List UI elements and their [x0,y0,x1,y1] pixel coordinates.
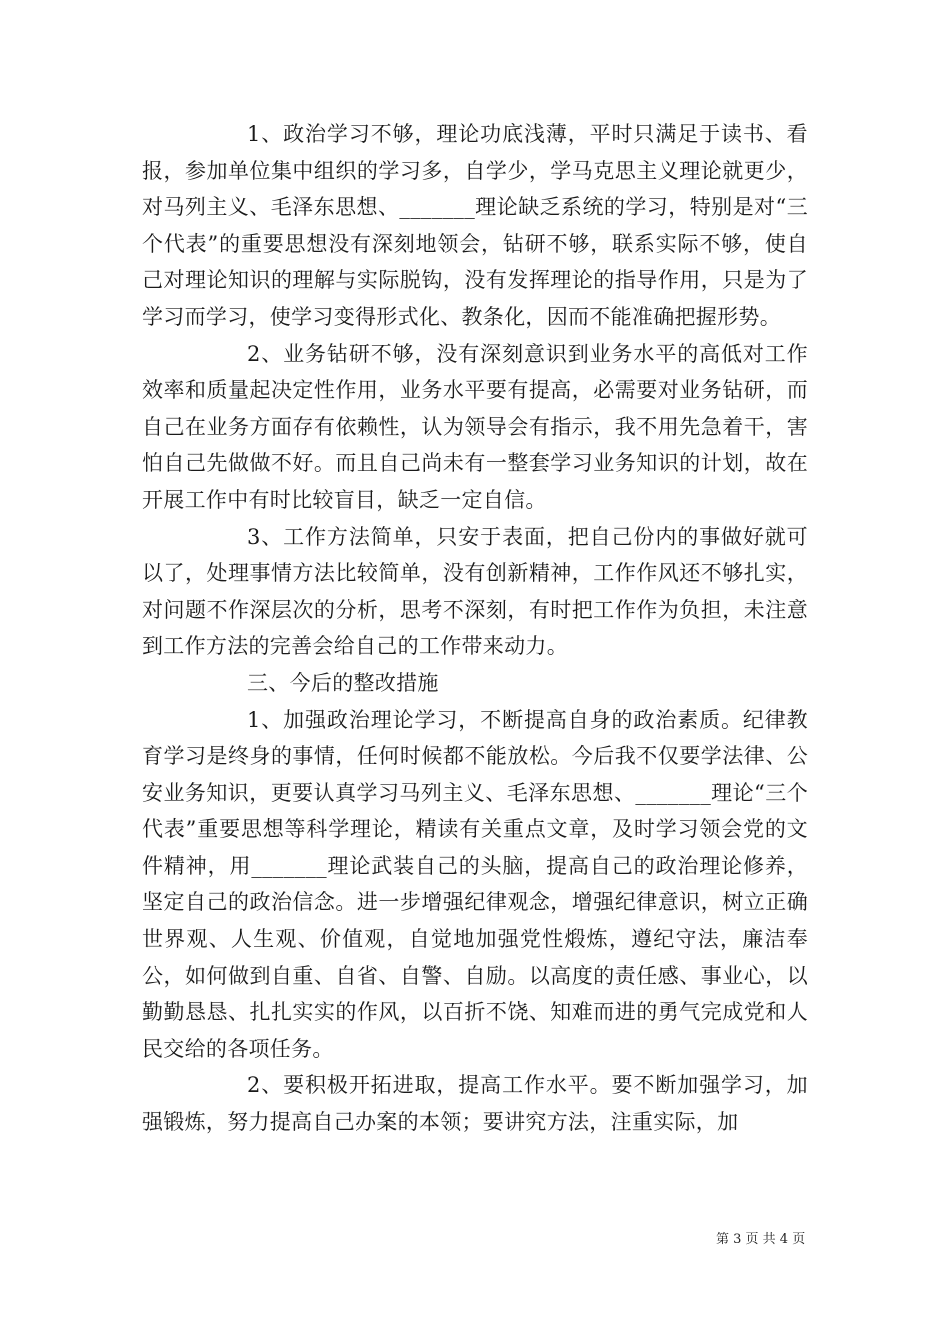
document-body [142,116,808,1141]
paragraph-business-study: 2、业务钻研不够，没有深刻意识到业务水平的高低对工作效率和质量起决定性作用，业务水平要有提高，必需要对业务钻研，而自己在业务方面存有依赖性，认为领导会有指示，我不用先急着干，害怕自己先做做不好。而且自己尚未有一整套学习业务知识的计划，故在开展工作中有时比较盲目，缺乏一定自信。 [142,341,808,512]
paragraph-strengthen-theory: 1、加强政治理论学习，不断提高自身的政治素质。纪律教育学习是终身的事情，任何时候都不能放松。今后我不仅要学法律、公安业务知识，更要认真学习马列主义、毛泽东思想、_______理论“三个代表”重要思想等科学理论，精读有关重点文章，及时学习领会党的文件精神，用_______理论武装自己的头脑，提高自己的政治理论修养，坚定自己的政治信念。进一步增强纪律观念，增强纪律意识，树立正确世界观、人生观、价值观，自觉地加强党性煅炼，遵纪守法，廉洁奉公，如何做到自重、自省、自警、自励。以高度的责任感、事业心，以勤勤恳恳、扎扎实实的作风，以百折不饶、知难而进的勇气完成党和人民交给的各项任务。 [142,707,808,1061]
paragraph-work-method: 3、工作方法简单，只安于表面，把自己份内的事做好就可以了，处理事情方法比较简单，没有创新精神，工作作风还不够扎实，对问题不作深层次的分析，思考不深刻，有时把工作作为负担，未注意到工作方法的完善会给自己的工作带来动力。 [142,524,808,659]
section-heading-rectification: 三、今后的整改措施 [247,670,439,695]
paragraph-pioneer-progress: 2、要积极开拓进取，提高工作水平。要不断加强学习，加强锻炼，努力提高自己办案的本领；要讲究方法，注重实际，加 [142,1073,808,1135]
page-number-footer: 第 3 页 共 4 页 [716,1232,806,1247]
paragraph-political-study: 1、政治学习不够，理论功底浅薄，平时只满足于读书、看报，参加单位集中组织的学习多，自学少，学马克思主义理论就更少，对马列主义、毛泽东思想、_______理论缺乏系统的学习，特别是对“三个代表”的重要思想没有深刻地领会，钻研不够，联系实际不够，使自己对理论知识的理解与实际脱钩，没有发挥理论的指导作用，只是为了学习而学习，使学习变得形式化、教条化，因而不能准确把握形势。 [142,122,808,329]
